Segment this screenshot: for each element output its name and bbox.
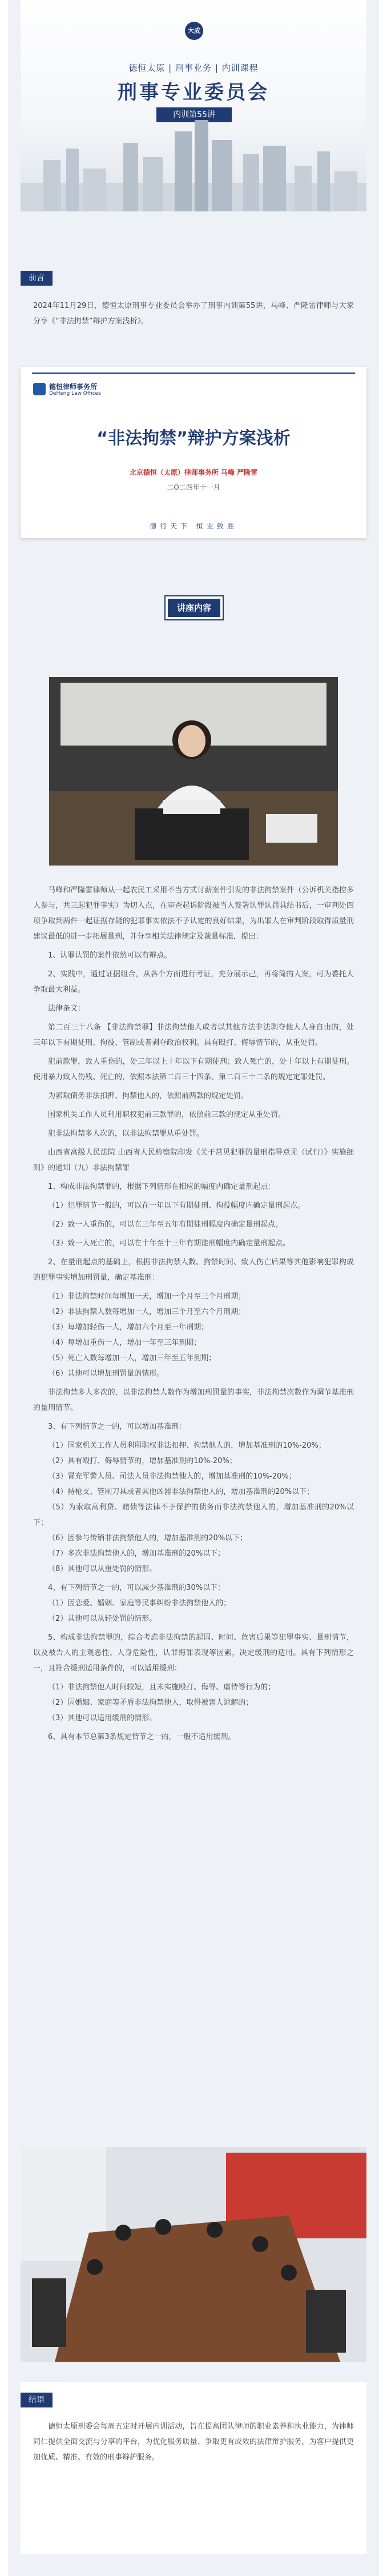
meeting-room-photo	[21, 2147, 366, 2362]
body-p3: 2、实践中，通过证据组合，从各个方面进行考证，充分展示己，再将简的人案，可为委托人争取最大利益。	[33, 970, 354, 994]
body-p32: 4、有下列情节之一的，可以减少基准刑的30%以下：	[48, 1584, 225, 1592]
body-p36: （1）非法拘禁他人时间较短，且未实施殴打、侮辱、虐待等行为的；	[48, 1683, 276, 1692]
body-p28: （5）为索取高利贷、赌债等法律不予保护的债务而非法拘禁他人的，增加基准刑的20%以下；	[33, 1503, 354, 1527]
header-org-line: 德恒太原 | 刑事业务 | 内训课程	[128, 63, 259, 73]
header-banner	[21, 0, 366, 211]
slide-motto: 德行天下 恒业致胜	[150, 522, 237, 530]
body-p38: （3）其他可以适用缓刑的情形。	[48, 1714, 157, 1722]
slide-title: “非法拘禁”辩护方案浅析	[96, 428, 291, 448]
body-p6: 犯前款罪，致人重伤的，处三年以上十年以下有期徒刑；致人死亡的，处十年以上有期徒刑。使用暴力致人伤残、死亡的，依照本法第二百三十四条、第二百三十二条的规定定罪处罚。	[33, 1057, 354, 1081]
body-p14: （3）致一人死亡的，可以在十年至十三年有期徒刑幅度内确定量刑起点。	[48, 1239, 291, 1248]
body-p7: 为索取债务非法扣押、拘禁他人的，依照前两款的规定处罚。	[48, 1092, 249, 1100]
conclusion-section	[21, 2382, 366, 2554]
conclusion-label: 结语	[21, 2393, 53, 2407]
body-p11: 1、构成非法拘禁罪的，根据下列情形在相应的幅度内确定量刑起点：	[48, 1183, 276, 1191]
content-tag-label: 讲座内容	[168, 599, 220, 617]
body-p33: （1）因恋爱、婚姻、家庭等民事纠纷非法拘禁他人的；	[48, 1599, 231, 1608]
intro-text: 2024年11月29日，德恒太原刑事专业委员会举办了刑事内训第55讲，马峰、严隆雷律师与大家分享《“非法拘禁”辩护方案浅析》。	[33, 302, 354, 326]
slide-cover	[21, 367, 366, 538]
body-p5: 第二百三十八条 【非法拘禁罪】非法拘禁他人或者以其他方法非法剥夺他人人身自由的，处三年以下有期徒刑、拘役、管制或者剥夺政治权利。具有殴打、侮辱情节的，从重处罚。	[33, 1023, 354, 1047]
body-p37: （2）因婚姻、家庭等矛盾非法拘禁他人，取得被害人谅解的；	[48, 1698, 253, 1707]
body-p1: 马峰和严隆雷律师从一起农民工采用不当方式讨薪案件引发的非法拘禁案件（公诉机关指控多人参与，共三起犯罪事实）为切入点，在审查起诉阶段被当人签署认罪认罚具结书后，一审判处四项争取到两件一起证据存疑的犯罪事实依法不予认定的良好结果，为出罪人在审判阶段取得质量刑建议最低的进一步拓展量刑，并分享相关法律规定及裁量标准，提出：	[33, 886, 354, 941]
slide-top-line	[32, 372, 355, 374]
body-p17: （2）非法拘禁人数每增加一人，增加三个月至六个月刑期；	[48, 1308, 246, 1316]
body-p18: （3）每增加轻伤一人，增加六个月至一年刑期；	[48, 1323, 209, 1332]
body-p27: （4）持枪支、管制刀具或者其他凶器非法拘禁他人的，增加基准刑的20%以下；	[48, 1488, 315, 1496]
slide-firm-logo-icon	[33, 383, 46, 395]
body-p12: （1）犯罪情节一般的，可以在一年以下有期徒刑、拘役幅度内确定量刑起点。	[48, 1201, 305, 1210]
body-p24: （1）国家机关工作人员利用职权非法扣押、拘禁他人的，增加基准刑的10%-20%；	[48, 1441, 326, 1450]
body-p25: （2）具有殴打、侮辱情节的，增加基准刑的10%-20%；	[48, 1457, 237, 1465]
body-p9: 犯非法拘禁多人次的，以非法拘禁罪从重处罚。	[48, 1129, 204, 1138]
body-p8: 国家机关工作人员利用职权犯前三款罪的，依照前三款的规定从重处罚。	[48, 1111, 286, 1119]
header-title: 刑事专业委员会	[118, 81, 269, 104]
body-p29: （6）因参与传销非法拘禁他人的，增加基准刑的20%以下；	[48, 1534, 248, 1543]
body-p22: 非法拘禁多人多次的，以非法拘禁人数作为增加刑罚量的事实，非法拘禁次数作为调节基准刑的量刑情节。	[33, 1388, 354, 1412]
body-text	[33, 883, 354, 1745]
body-p26: （3）冒充军警人员、司法人员非法拘禁他人的，增加基准刑的10%-20%；	[48, 1472, 296, 1481]
firm-logo-icon: 大成	[185, 22, 203, 40]
city-skyline-graphic	[21, 114, 366, 211]
body-p35: 5、构成非法拘禁罪的，综合考虑非法拘禁的起因、时间、危害后果等犯罪事实、量刑情节，以及被告人的主观恶性、人身危险性，认罪悔罪表现等因素，决定缓刑的适用。具有下列情形之一，且符合缓刑适用条件的，可以适用缓刑：	[33, 1633, 354, 1673]
body-p20: （5）死亡人数每增加一人，增加三年至五年刑期；	[48, 1354, 216, 1363]
body-p16: （1）非法拘禁时间每增加一天，增加一个月至三个月刑期；	[48, 1292, 246, 1301]
body-p10: 山西省高级人民法院 山西省人民检察院印发《关于常见犯罪的量刑指导意见（试行）》实施细则》的通知（九）非法拘禁罪	[33, 1148, 354, 1172]
body-p2: 1、认罪认罚的案件依然可以有辩点。	[48, 951, 172, 960]
body-p19: （4）每增加重伤一人，增加一年至三年刑期；	[48, 1339, 201, 1347]
intro-label: 前言	[21, 271, 53, 286]
slide-date: 二O二四年十一月	[167, 483, 220, 491]
slide-firm-name: 德恒律师事务所	[49, 383, 98, 391]
content-tag	[164, 595, 224, 620]
body-p34: （2）其他可以从轻处罚的情形。	[48, 1614, 157, 1623]
speaker-photo	[49, 677, 338, 866]
body-p31: （8）其他可以从重处罚的情形。	[48, 1565, 157, 1573]
body-p4: 法律条文：	[48, 1004, 86, 1013]
body-p39: 6、具有本节总第3条规定情节之一的，一般不适用缓刑。	[48, 1733, 236, 1741]
conclusion-text: 德恒太原刑委会每周五定时开展内训活动，旨在提高团队律师的职业素养和执业能力，为律师同仁提供全面交流与分享的平台，为优化服务质量、争取更有成效的法律辩护服务，为客户提供更加优质、精准、有效的刑事辩护服务。	[33, 2422, 354, 2462]
body-p15: 2、在量刑起点的基础上，根据非法拘禁人数、拘禁时间、致人伤亡后果等其他影响犯罪构成的犯罪事实增加刑罚量，确定基准刑：	[33, 1258, 354, 1282]
body-p21: （6）其他可以增加刑罚量的情形。	[48, 1369, 164, 1378]
header-badge: 内训第55讲	[156, 107, 232, 122]
body-p13: （2）致一人重伤的，可以在三年至五年有期徒刑幅度内确定量刑起点。	[48, 1220, 283, 1229]
body-p30: （7）多次非法拘禁他人的，增加基准刑的20%以下；	[48, 1549, 225, 1558]
body-p23: 3、有下列情节之一的，可以增加基准刑：	[48, 1423, 187, 1431]
slide-author: 北京德恒（太原）律师事务所 马峰 严隆雷	[129, 468, 258, 476]
slide-firm-name-en: DeHeng Law Offices	[49, 391, 101, 396]
